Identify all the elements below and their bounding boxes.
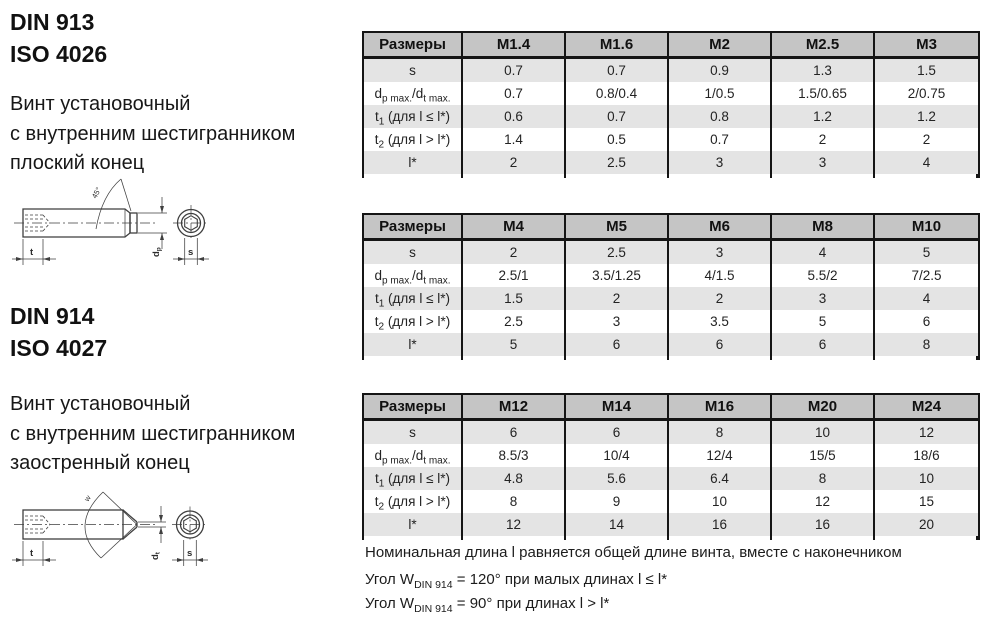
cell: 0.8 (669, 105, 772, 128)
cell: 1.3 (772, 59, 875, 82)
row-label: $d_{p max.}/d_{t max.}$ (374, 448, 451, 467)
column-header: M3 (916, 36, 937, 53)
description-line: с внутренним шестигранником (10, 122, 296, 145)
cell: 8 (463, 490, 566, 513)
flat-point-set-screw-drawing (8, 175, 243, 275)
socket-cone-hidden-line (43, 516, 50, 525)
dt-dimension-label: dt (150, 552, 162, 560)
cell: 2 (669, 287, 772, 310)
column-header: M10 (911, 218, 942, 235)
standard-line: ISO 4026 (10, 41, 108, 67)
cell: 10 (772, 421, 875, 444)
table-border-stub (364, 536, 978, 540)
column-header: M5 (566, 215, 669, 238)
column-header: M16 (669, 395, 772, 418)
cell: 15 (918, 494, 935, 509)
cell: 8.5/3 (463, 444, 566, 467)
table-row-s (364, 241, 978, 264)
cell: 4.8 (463, 467, 566, 490)
cell: 12/4 (669, 444, 772, 467)
cell: 1.2 (772, 105, 875, 128)
cell: 1.5/0.65 (772, 82, 875, 105)
row-label: $d_{p max.}/d_{t max.}$ (374, 268, 451, 287)
t-dimension-label: t (30, 247, 34, 258)
cell: 10/4 (566, 444, 669, 467)
dimension-table-m1_4-m3 (362, 31, 980, 178)
cell: 15/5 (772, 444, 875, 467)
table-row-l (364, 333, 978, 356)
cell: 0.7 (463, 82, 566, 105)
description-line: с внутренним шестигранником (10, 422, 296, 445)
cell: 3 (772, 151, 875, 174)
column-header: M14 (566, 395, 669, 418)
row-label: $t_1$ (для l ≤ l*) (374, 471, 451, 490)
chamfer-angle-arc (96, 179, 121, 229)
column-header: M8 (772, 215, 875, 238)
cell: 20 (918, 517, 935, 532)
cone-angle-leg (103, 492, 137, 525)
table-row-dp-dt (364, 444, 978, 467)
row-label: $t_2$ (для l > l*) (374, 494, 451, 513)
standard-heading-din913 (10, 6, 107, 70)
cell: 1/0.5 (669, 82, 772, 105)
table-header-row (364, 33, 978, 59)
description-din914 (10, 390, 295, 479)
description-line: Винт установочный (10, 93, 191, 115)
chamfer-leader-line (121, 179, 131, 211)
chamfer-angle-label: 45° (89, 185, 104, 200)
cone-point (123, 510, 137, 522)
cell: 2 (772, 128, 875, 151)
table-border-stub (364, 356, 978, 360)
column-header: M20 (772, 395, 875, 418)
cell: 0.7 (463, 59, 566, 82)
note-angle-90: Угол $W_{DIN 914} = 90^\circ$ при длинах l > l* (365, 595, 610, 615)
cell: 8 (772, 467, 875, 490)
cell: 0.6 (463, 105, 566, 128)
table-row-t2 (364, 310, 978, 333)
row-label: l* (408, 155, 417, 170)
cell: 10 (918, 471, 935, 486)
cell: 18/6 (913, 448, 940, 463)
column-header: M2.5 (772, 33, 875, 56)
cell: 6 (566, 333, 669, 356)
cell: 5 (922, 245, 931, 260)
column-header: M6 (669, 215, 772, 238)
standard-line: ISO 4027 (10, 335, 108, 361)
column-header: M2 (669, 33, 772, 56)
table-header-row (364, 215, 978, 241)
cell: 6 (922, 314, 931, 329)
cell: 2 (463, 241, 566, 264)
note-angle-120: Угол $W_{DIN 914} = 120^\circ$ при малых длинах l ≤ l* (365, 571, 668, 591)
t-dimension-label: t (30, 548, 34, 559)
table-border-stub (364, 174, 978, 178)
row-label: s (409, 63, 416, 78)
cell: 10 (669, 490, 772, 513)
row-label: $t_2$ (для l > l*) (374, 132, 451, 151)
cell: 12 (463, 513, 566, 536)
cell: 1.5 (917, 63, 936, 78)
cell: 4 (922, 291, 931, 306)
dimension-table-m12-m24 (362, 393, 980, 540)
table-row-s (364, 59, 978, 82)
cell: 2/0.75 (907, 86, 946, 101)
dimension-table-m4-m10 (362, 213, 980, 360)
cell: 3 (669, 151, 772, 174)
column-header: M12 (463, 395, 566, 418)
cell: 6.4 (669, 467, 772, 490)
cell: 4 (922, 155, 931, 170)
cell: 4/1.5 (669, 264, 772, 287)
cell: 0.7 (566, 105, 669, 128)
standard-line: DIN 914 (10, 303, 95, 329)
table-row-dp-dt (364, 264, 978, 287)
description-din913 (10, 90, 295, 179)
column-header: M4 (463, 215, 566, 238)
table-row-t1 (364, 105, 978, 128)
cone-point-set-screw-drawing (8, 480, 243, 592)
cell: 2.5/1 (463, 264, 566, 287)
dp-dimension-label: dp (151, 247, 163, 257)
cell: 5.5/2 (772, 264, 875, 287)
cell: 5.6 (566, 467, 669, 490)
cell: 5 (463, 333, 566, 356)
cell: 0.5 (566, 128, 669, 151)
cell: 2.5 (463, 310, 566, 333)
cell: 8 (922, 337, 931, 352)
table-row-t2 (364, 128, 978, 151)
row-label: $d_{p max.}/d_{t max.}$ (374, 86, 451, 105)
standard-heading-din914 (10, 300, 107, 364)
column-header: M24 (911, 398, 942, 415)
cell: 2.5 (566, 241, 669, 264)
s-dimension-label: s (188, 247, 194, 258)
table-header-row (364, 395, 978, 421)
cell: 16 (772, 513, 875, 536)
table-row-l (364, 513, 978, 536)
table-row-dp-dt (364, 82, 978, 105)
column-header: M1.4 (463, 33, 566, 56)
column-header: Размеры (364, 33, 463, 56)
cell: 16 (669, 513, 772, 536)
cone-angle-label: w (82, 493, 93, 504)
cell: 6 (772, 333, 875, 356)
cell: 8 (669, 421, 772, 444)
column-header: M1.6 (566, 33, 669, 56)
cell: 3 (669, 241, 772, 264)
column-header: Размеры (364, 395, 463, 418)
cell: 14 (566, 513, 669, 536)
cell: 5 (772, 310, 875, 333)
table-row-t2 (364, 490, 978, 513)
cell: 1.5 (463, 287, 566, 310)
s-dimension-label: s (187, 548, 193, 559)
socket-cone-hidden-line (43, 215, 50, 223)
row-label: $t_1$ (для l ≤ l*) (374, 109, 451, 128)
cell: 6 (463, 421, 566, 444)
cell: 0.7 (669, 128, 772, 151)
description-line: заостренный конец (10, 452, 190, 474)
table-row-s (364, 421, 978, 444)
cell: 1.2 (917, 109, 936, 124)
cell: 2.5 (566, 151, 669, 174)
row-label: s (409, 245, 416, 260)
row-label: $t_2$ (для l > l*) (374, 314, 451, 333)
row-label: $t_1$ (для l ≤ l*) (374, 291, 451, 310)
cell: 7/2.5 (911, 268, 942, 283)
cell: 6 (566, 421, 669, 444)
description-line: плоский конец (10, 152, 145, 174)
cell: 6 (669, 333, 772, 356)
row-label: s (409, 425, 416, 440)
cell: 2 (566, 287, 669, 310)
column-header: Размеры (364, 215, 463, 238)
row-label: l* (408, 517, 417, 532)
cell: 12 (772, 490, 875, 513)
cell: 2 (922, 132, 931, 147)
cell: 4 (772, 241, 875, 264)
note-nominal-length: Номинальная длина l равняется общей длине винта, вместе с наконечником (365, 544, 902, 561)
standard-line: DIN 913 (10, 9, 95, 35)
cell: 12 (918, 425, 935, 440)
cell: 0.7 (566, 59, 669, 82)
cell: 2 (463, 151, 566, 174)
description-line: Винт установочный (10, 393, 191, 415)
cell: 0.8/0.4 (566, 82, 669, 105)
cell: 3.5/1.25 (566, 264, 669, 287)
table-row-t1 (364, 287, 978, 310)
cell: 0.9 (669, 59, 772, 82)
table-row-t1 (364, 467, 978, 490)
cell: 3 (566, 310, 669, 333)
table-row-l (364, 151, 978, 174)
cell: 9 (566, 490, 669, 513)
row-label: l* (408, 337, 417, 352)
cell: 1.4 (463, 128, 566, 151)
cell: 3 (772, 287, 875, 310)
cell: 3.5 (669, 310, 772, 333)
